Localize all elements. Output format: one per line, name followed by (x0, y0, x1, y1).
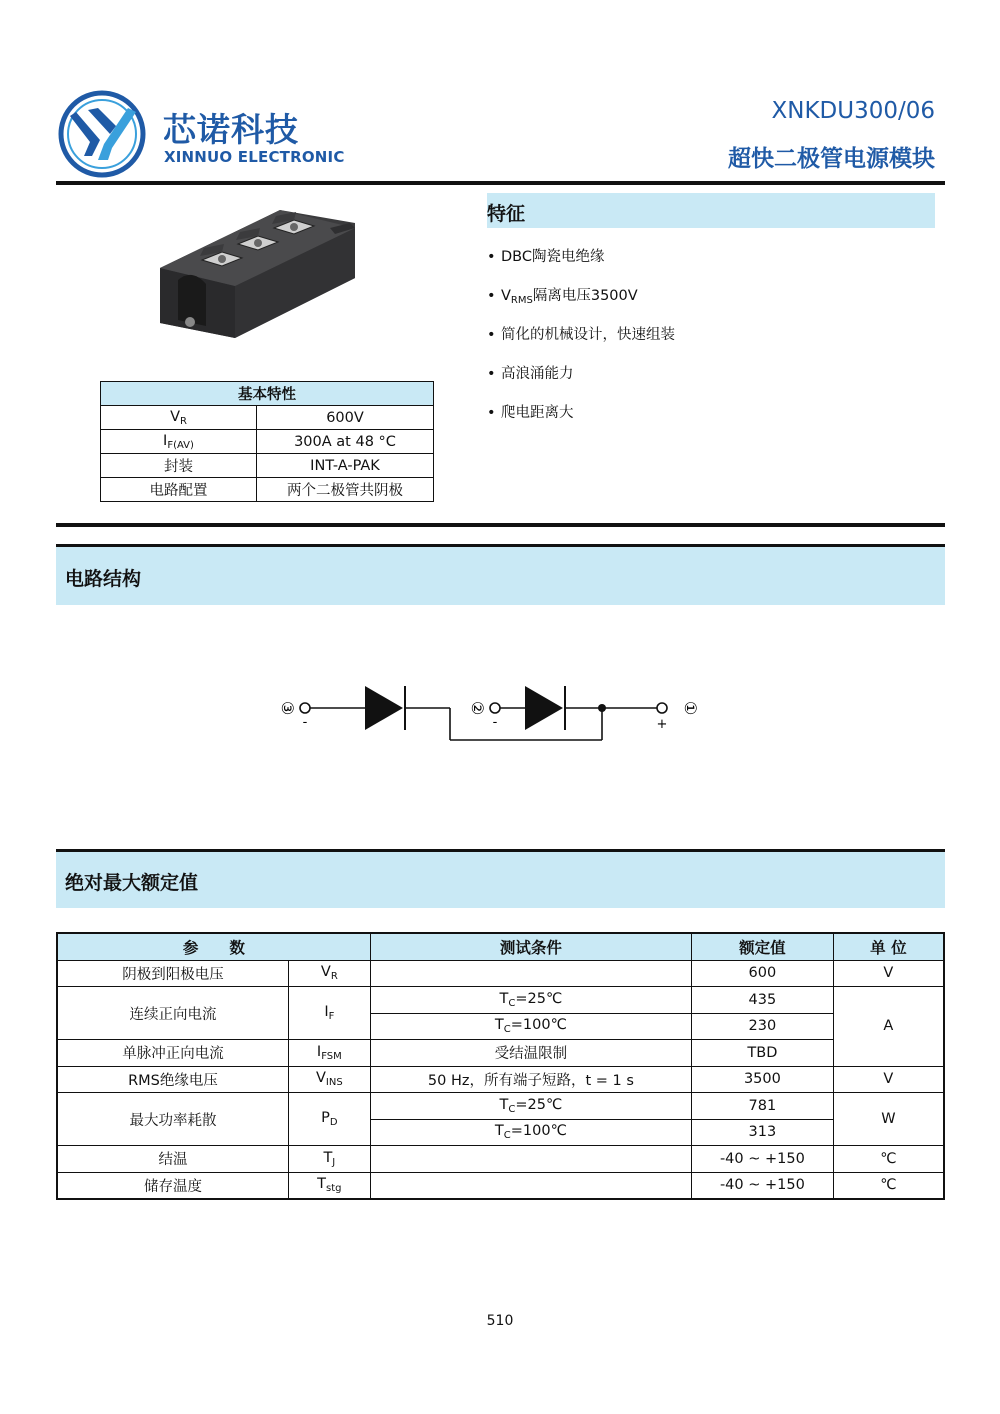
feature-text: 隔离电压3500V (532, 288, 638, 304)
table-header-row (57, 933, 944, 960)
value-cell: TBD (692, 1040, 834, 1067)
basic-table-title: 基本特性 (101, 382, 434, 406)
table-row (101, 430, 434, 454)
symbol-subscript: FSM (321, 1050, 342, 1062)
value-cell: 230 (692, 1013, 834, 1040)
circuit-section-band (56, 544, 945, 605)
symbol: T (317, 1176, 327, 1193)
circuit-diagram (260, 670, 710, 750)
value-cell: 435 (692, 987, 834, 1014)
symbol: I (163, 432, 168, 449)
cond-symbol: T (494, 1017, 504, 1034)
header-divider (56, 181, 945, 185)
table-cell: 300A at 48 °C (257, 430, 434, 454)
symbol: P (321, 1110, 330, 1126)
cond-symbol: T (499, 1096, 509, 1113)
symbol: I (324, 1004, 329, 1020)
pin-2-polarity: - (492, 715, 498, 730)
feature-text: 高浪涌能力 (501, 366, 574, 382)
table-cell: INT-A-PAK (257, 454, 434, 478)
brand-name-cn: 芯诺科技 (163, 110, 299, 149)
symbol-cell (288, 1172, 370, 1199)
value-cell: 781 (692, 1093, 834, 1120)
company-logo-icon (58, 90, 146, 178)
bullet-icon: • (487, 366, 496, 382)
symbol-cell (288, 1040, 370, 1067)
symbol: I (316, 1043, 322, 1060)
table-row (101, 406, 434, 430)
symbol-subscript: J (332, 1156, 336, 1168)
value-cell: -40 ~ +150 (692, 1172, 834, 1199)
symbol-subscript: F (328, 1011, 335, 1022)
value-cell: -40 ~ +150 (692, 1146, 834, 1173)
feature-text: 爬电距离大 (501, 405, 574, 421)
feature-subscript: RMS (510, 295, 533, 306)
ratings-section-title: 绝对最大额定值 (65, 872, 199, 894)
diode-icon (365, 686, 403, 730)
basic-characteristics-table (100, 381, 434, 502)
part-number: XNKDU300/06 (771, 98, 935, 124)
feature-text: 简化的机械设计，快速组装 (501, 327, 675, 343)
cond-subscript: C (508, 1103, 516, 1115)
diode-icon (525, 686, 563, 730)
table-row (101, 454, 434, 478)
unit-cell: ℃ (833, 1146, 944, 1173)
value-cell: 3500 (692, 1066, 834, 1093)
table-cell: 电路配置 (101, 478, 257, 502)
symbol-cell (288, 1146, 370, 1173)
table-row (57, 987, 944, 1014)
symbol: V (170, 408, 180, 425)
symbol-subscript: R (179, 415, 187, 427)
cond-symbol: T (494, 1123, 504, 1140)
list-item (487, 285, 675, 324)
page-number: 510 (486, 1313, 514, 1329)
symbol-subscript: D (329, 1117, 338, 1128)
pin-2-label: ② (468, 700, 487, 716)
table-row (101, 478, 434, 502)
brand-name-en: XINNUO ELECTRONIC (164, 148, 345, 166)
symbol-subscript: stg (326, 1183, 342, 1195)
bullet-icon: • (487, 249, 496, 265)
cond-text: =100℃ (510, 1017, 567, 1034)
symbol: T (323, 1149, 333, 1166)
param-cell: RMS绝缘电压 (57, 1066, 288, 1093)
condition-cell (370, 987, 691, 1014)
header-unit: 单 位 (833, 933, 944, 960)
cond-text: =25℃ (515, 990, 563, 1007)
param-cell: 结温 (57, 1146, 288, 1173)
table-row (57, 1040, 944, 1067)
value-cell: 313 (692, 1119, 834, 1146)
features-header-band (487, 193, 935, 228)
part-description: 超快二极管电源模块 (728, 146, 935, 172)
pin-1-label: ① (681, 700, 700, 716)
symbol: V (315, 1070, 326, 1087)
feature-symbol: V (501, 288, 511, 304)
param-cell: 最大功率耗散 (57, 1093, 288, 1146)
cond-text: =100℃ (510, 1123, 567, 1140)
cond-subscript: C (503, 1024, 511, 1036)
section-divider (56, 523, 945, 527)
table-cell: 600V (257, 406, 434, 430)
symbol-cell (288, 960, 370, 987)
absolute-maximum-ratings-table (56, 932, 945, 1200)
symbol-cell (288, 1093, 370, 1146)
cond-symbol: T (499, 990, 509, 1007)
table-cell: 封装 (101, 454, 257, 478)
param-cell: 连续正向电流 (57, 987, 288, 1040)
bullet-icon: • (487, 288, 496, 304)
symbol: V (320, 964, 331, 981)
condition-cell (370, 1146, 691, 1173)
value-cell: 600 (692, 960, 834, 987)
param-cell: 单脉冲正向电流 (57, 1040, 288, 1067)
list-item (487, 324, 675, 363)
list-item (487, 246, 675, 285)
list-item (487, 402, 675, 441)
list-item (487, 363, 675, 402)
condition-cell: 受结温限制 (370, 1040, 691, 1067)
unit-cell: W (833, 1093, 944, 1146)
symbol-subscript: F(AV) (167, 439, 194, 451)
table-row (57, 1093, 944, 1120)
condition-cell (370, 1172, 691, 1199)
cond-subscript: C (508, 997, 516, 1009)
unit-cell: V (833, 1066, 944, 1093)
features-title: 特征 (487, 203, 526, 225)
condition-cell (370, 1013, 691, 1040)
pin-3-polarity: - (302, 715, 308, 730)
features-list (487, 246, 675, 441)
feature-text: DBC陶瓷电绝缘 (501, 249, 605, 265)
table-row (57, 1066, 944, 1093)
pin-3-label: ③ (278, 700, 297, 716)
table-row (57, 1146, 944, 1173)
circuit-section-title: 电路结构 (65, 568, 142, 590)
unit-cell: V (833, 960, 944, 987)
table-row (57, 960, 944, 987)
symbol-subscript: INS (325, 1077, 343, 1089)
condition-cell (370, 1093, 691, 1120)
header-param: 参 数 (57, 933, 370, 960)
header-value: 额定值 (692, 933, 834, 960)
bullet-icon: • (487, 327, 496, 343)
pin-1-polarity: + (656, 717, 668, 732)
condition-cell (370, 960, 691, 987)
table-cell: 两个二极管共阴极 (257, 478, 434, 502)
param-cell: 储存温度 (57, 1172, 288, 1199)
bullet-icon: • (487, 405, 496, 421)
cond-text: =25℃ (515, 1096, 563, 1113)
table-row (57, 1172, 944, 1199)
symbol-cell (288, 987, 370, 1040)
unit-cell: A (833, 987, 944, 1067)
header-condition: 测试条件 (370, 933, 691, 960)
param-cell: 阴极到阳极电压 (57, 960, 288, 987)
unit-cell: ℃ (833, 1172, 944, 1199)
condition-cell (370, 1119, 691, 1146)
module-image (150, 198, 380, 368)
condition-cell: 50 Hz，所有端子短路，t = 1 s (370, 1066, 691, 1093)
cond-subscript: C (503, 1130, 511, 1142)
symbol-subscript: R (330, 971, 338, 983)
symbol-cell (288, 1066, 370, 1093)
